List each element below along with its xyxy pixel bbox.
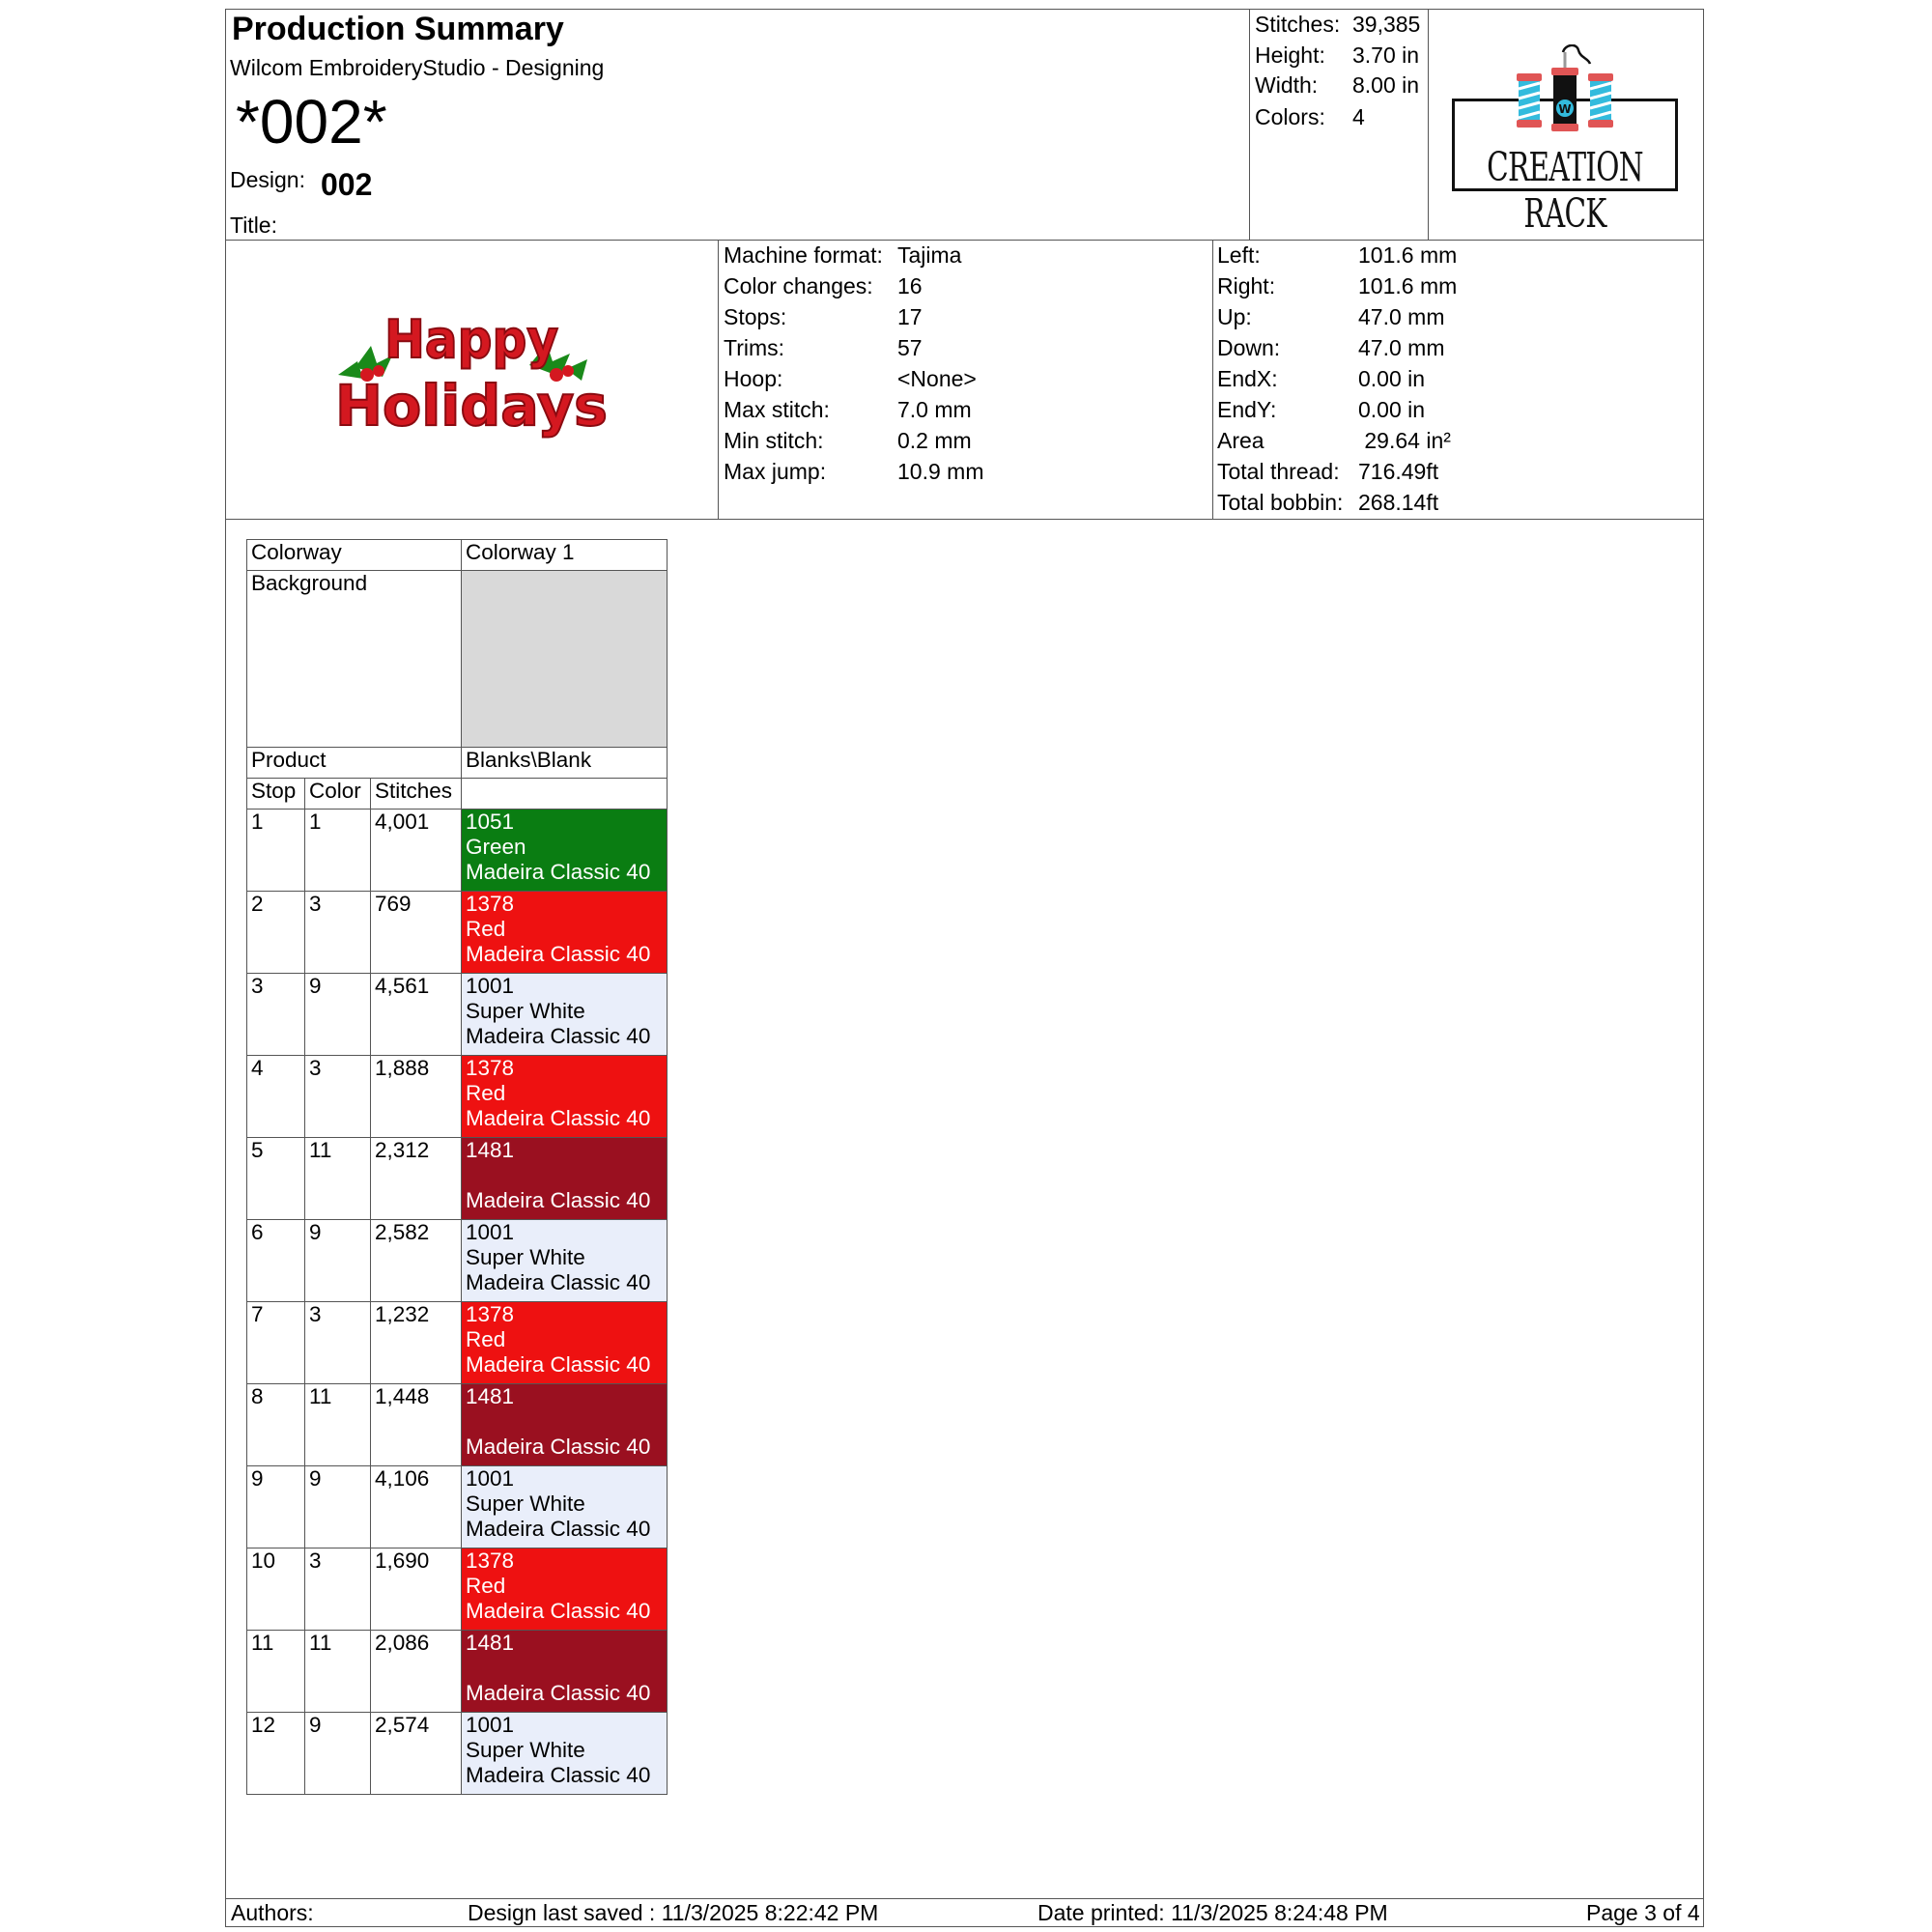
stitch-count: 4,561 — [371, 974, 462, 1056]
thread-stop-row — [247, 1631, 668, 1713]
height-label: Height: — [1255, 43, 1325, 68]
thread-spools-icon — [1507, 44, 1623, 141]
design-label: Design: — [230, 167, 305, 192]
thread-swatch — [462, 1056, 668, 1138]
up-value: 47.0 mm — [1358, 304, 1445, 329]
thread-stop-row — [247, 1384, 668, 1466]
stitch-count: 2,312 — [371, 1138, 462, 1220]
color-number: 3 — [305, 1056, 371, 1138]
thread-swatch — [462, 1631, 668, 1713]
stop-number: 5 — [247, 1138, 305, 1220]
footer-divider — [225, 1898, 1704, 1899]
thread-name: Super White — [466, 1492, 585, 1516]
thread-stop-row — [247, 810, 668, 892]
width-label: Width: — [1255, 72, 1319, 98]
total-thread-value: 716.49ft — [1358, 459, 1439, 484]
endx-label: EndX: — [1217, 366, 1278, 391]
height-value: 3.70 in — [1352, 43, 1420, 68]
thread-name — [466, 1656, 663, 1681]
footer-date-printed: Date printed: 11/3/2025 8:24:48 PM — [1037, 1900, 1388, 1925]
thread-stop-row — [247, 1466, 668, 1548]
hoop-label: Hoop: — [724, 366, 783, 391]
thread-code: 1481 — [466, 1631, 515, 1655]
product-label: Product — [247, 748, 462, 779]
colors-value: 4 — [1352, 104, 1365, 129]
colorway-row — [247, 540, 668, 571]
area-label: Area — [1217, 428, 1264, 453]
logo-text: CREATION RACK — [1487, 144, 1643, 237]
stitch-count: 769 — [371, 892, 462, 974]
stop-number: 4 — [247, 1056, 305, 1138]
color-number: 3 — [305, 1548, 371, 1631]
thread-name — [466, 1409, 663, 1435]
left-label: Left: — [1217, 242, 1261, 268]
thread-stop-row — [247, 1548, 668, 1631]
stop-number: 9 — [247, 1466, 305, 1548]
colors-label: Colors: — [1255, 104, 1325, 129]
preview-divider — [718, 240, 719, 519]
stop-number: 7 — [247, 1302, 305, 1384]
thread-swatch — [462, 1713, 668, 1795]
color-number: 3 — [305, 1302, 371, 1384]
machine-format-value: Tajima — [897, 242, 962, 268]
thread-name — [466, 1163, 663, 1188]
thread-name: Super White — [466, 999, 585, 1023]
title-label: Title: — [230, 213, 277, 238]
thread-brand: Madeira Classic 40 — [466, 1517, 651, 1541]
min-stitch-label: Min stitch: — [724, 428, 824, 453]
stop-number: 2 — [247, 892, 305, 974]
thread-name: Red — [466, 1574, 506, 1598]
down-value: 47.0 mm — [1358, 335, 1445, 360]
colorway-table — [246, 539, 668, 1795]
stops-label: Stops: — [724, 304, 787, 329]
thread-swatch — [462, 1220, 668, 1302]
color-number: 9 — [305, 1220, 371, 1302]
thread-swatch — [462, 1548, 668, 1631]
stitch-count: 2,574 — [371, 1713, 462, 1795]
thread-name: Super White — [466, 1738, 585, 1762]
thread-code: 1481 — [466, 1138, 515, 1162]
color-number: 1 — [305, 810, 371, 892]
preview-text-line2: Holidays — [335, 373, 608, 439]
col-thread-header — [462, 779, 668, 810]
thread-brand: Madeira Classic 40 — [466, 1024, 651, 1048]
thread-code: 1051 — [466, 810, 515, 834]
stops-value: 17 — [897, 304, 923, 329]
background-row — [247, 571, 668, 748]
trims-value: 57 — [897, 335, 923, 360]
stitch-count: 4,001 — [371, 810, 462, 892]
footer-page-number: Page 3 of 4 — [1586, 1900, 1700, 1925]
background-swatch — [462, 571, 668, 748]
stop-number: 3 — [247, 974, 305, 1056]
thread-code: 1001 — [466, 974, 515, 998]
stitch-count: 1,888 — [371, 1056, 462, 1138]
thread-stop-row — [247, 1056, 668, 1138]
stitch-count: 2,582 — [371, 1220, 462, 1302]
footer-authors: Authors: — [231, 1900, 314, 1925]
thread-brand: Madeira Classic 40 — [466, 1188, 651, 1212]
color-number: 11 — [305, 1384, 371, 1466]
color-changes-label: Color changes: — [724, 273, 873, 298]
stitch-count: 1,448 — [371, 1384, 462, 1466]
stitches-label: Stitches: — [1255, 12, 1341, 37]
logo-divider — [1428, 9, 1429, 240]
stop-number: 12 — [247, 1713, 305, 1795]
thread-code: 1001 — [466, 1466, 515, 1491]
thread-stop-row — [247, 1138, 668, 1220]
thread-name: Red — [466, 1081, 506, 1105]
col-stitches-header: Stitches — [371, 779, 462, 810]
thread-code: 1378 — [466, 1548, 515, 1573]
total-thread-label: Total thread: — [1217, 459, 1340, 484]
design-barcode-text: *002* — [236, 87, 387, 156]
stop-number: 8 — [247, 1384, 305, 1466]
color-number: 11 — [305, 1138, 371, 1220]
endy-label: EndY: — [1217, 397, 1277, 422]
color-number: 11 — [305, 1631, 371, 1713]
column-header-row — [247, 779, 668, 810]
area-value: 29.64 in² — [1358, 428, 1451, 453]
thread-stop-row — [247, 892, 668, 974]
stop-number: 10 — [247, 1548, 305, 1631]
extents-divider — [1212, 240, 1213, 519]
info-divider — [225, 519, 1704, 520]
thread-swatch — [462, 810, 668, 892]
preview-text-line1: Happy — [384, 309, 558, 370]
background-label: Background — [247, 571, 462, 748]
thread-brand: Madeira Classic 40 — [466, 1763, 651, 1787]
design-preview — [328, 307, 618, 452]
thread-code: 1378 — [466, 1302, 515, 1326]
col-color-header: Color — [305, 779, 371, 810]
max-jump-label: Max jump: — [724, 459, 827, 484]
thread-name: Red — [466, 917, 506, 941]
thread-name: Red — [466, 1327, 506, 1351]
thread-brand: Madeira Classic 40 — [466, 1270, 651, 1294]
right-label: Right: — [1217, 273, 1276, 298]
thread-brand: Madeira Classic 40 — [466, 1106, 651, 1130]
software-name: Wilcom EmbroideryStudio - Designing — [230, 55, 605, 80]
thread-brand: Madeira Classic 40 — [466, 1599, 651, 1623]
thread-name: Green — [466, 835, 526, 859]
thread-swatch — [462, 1466, 668, 1548]
product-value: Blanks\Blank — [462, 748, 668, 779]
thread-stop-row — [247, 1220, 668, 1302]
thread-brand: Madeira Classic 40 — [466, 860, 651, 884]
thread-swatch — [462, 1138, 668, 1220]
design-value: 002 — [321, 167, 373, 202]
right-value: 101.6 mm — [1358, 273, 1458, 298]
width-value: 8.00 in — [1352, 72, 1420, 98]
footer-last-saved: Design last saved : 11/3/2025 8:22:42 PM — [468, 1900, 879, 1925]
col-stop-header: Stop — [247, 779, 305, 810]
hoop-value: <None> — [897, 366, 977, 391]
thread-code: 1378 — [466, 1056, 515, 1080]
product-row — [247, 748, 668, 779]
color-number: 9 — [305, 974, 371, 1056]
stitches-value: 39,385 — [1352, 12, 1421, 37]
stitch-count: 4,106 — [371, 1466, 462, 1548]
trims-label: Trims: — [724, 335, 785, 360]
stop-number: 11 — [247, 1631, 305, 1713]
thread-swatch — [462, 974, 668, 1056]
machine-format-label: Machine format: — [724, 242, 883, 268]
total-bobbin-label: Total bobbin: — [1217, 490, 1344, 515]
total-bobbin-value: 268.14ft — [1358, 490, 1439, 515]
page-title: Production Summary — [232, 11, 564, 47]
thread-swatch — [462, 1302, 668, 1384]
thread-swatch — [462, 1384, 668, 1466]
color-number: 9 — [305, 1466, 371, 1548]
endx-value: 0.00 in — [1358, 366, 1426, 391]
thread-stop-row — [247, 1302, 668, 1384]
max-stitch-label: Max stitch: — [724, 397, 830, 422]
thread-brand: Madeira Classic 40 — [466, 942, 651, 966]
stats-divider — [1249, 9, 1250, 240]
thread-code: 1378 — [466, 892, 515, 916]
stop-number: 1 — [247, 810, 305, 892]
thread-brand: Madeira Classic 40 — [466, 1435, 651, 1459]
thread-stop-row — [247, 974, 668, 1056]
color-number: 3 — [305, 892, 371, 974]
down-label: Down: — [1217, 335, 1281, 360]
stitch-count: 1,690 — [371, 1548, 462, 1631]
max-jump-value: 10.9 mm — [897, 459, 984, 484]
svg-text:W: W — [1558, 102, 1572, 116]
thread-brand: Madeira Classic 40 — [466, 1352, 651, 1377]
max-stitch-value: 7.0 mm — [897, 397, 972, 422]
thread-brand: Madeira Classic 40 — [466, 1681, 651, 1705]
thread-swatch — [462, 892, 668, 974]
header-divider — [225, 240, 1704, 241]
thread-stop-row — [247, 1713, 668, 1795]
thread-name: Super White — [466, 1245, 585, 1269]
min-stitch-value: 0.2 mm — [897, 428, 972, 453]
thread-code: 1001 — [466, 1713, 515, 1737]
stop-number: 6 — [247, 1220, 305, 1302]
endy-value: 0.00 in — [1358, 397, 1426, 422]
colorway-value: Colorway 1 — [462, 540, 668, 571]
stitch-count: 1,232 — [371, 1302, 462, 1384]
stitch-count: 2,086 — [371, 1631, 462, 1713]
thread-code: 1481 — [466, 1384, 515, 1408]
color-changes-value: 16 — [897, 273, 923, 298]
left-value: 101.6 mm — [1358, 242, 1458, 268]
up-label: Up: — [1217, 304, 1252, 329]
thread-code: 1001 — [466, 1220, 515, 1244]
colorway-label: Colorway — [247, 540, 462, 571]
color-number: 9 — [305, 1713, 371, 1795]
